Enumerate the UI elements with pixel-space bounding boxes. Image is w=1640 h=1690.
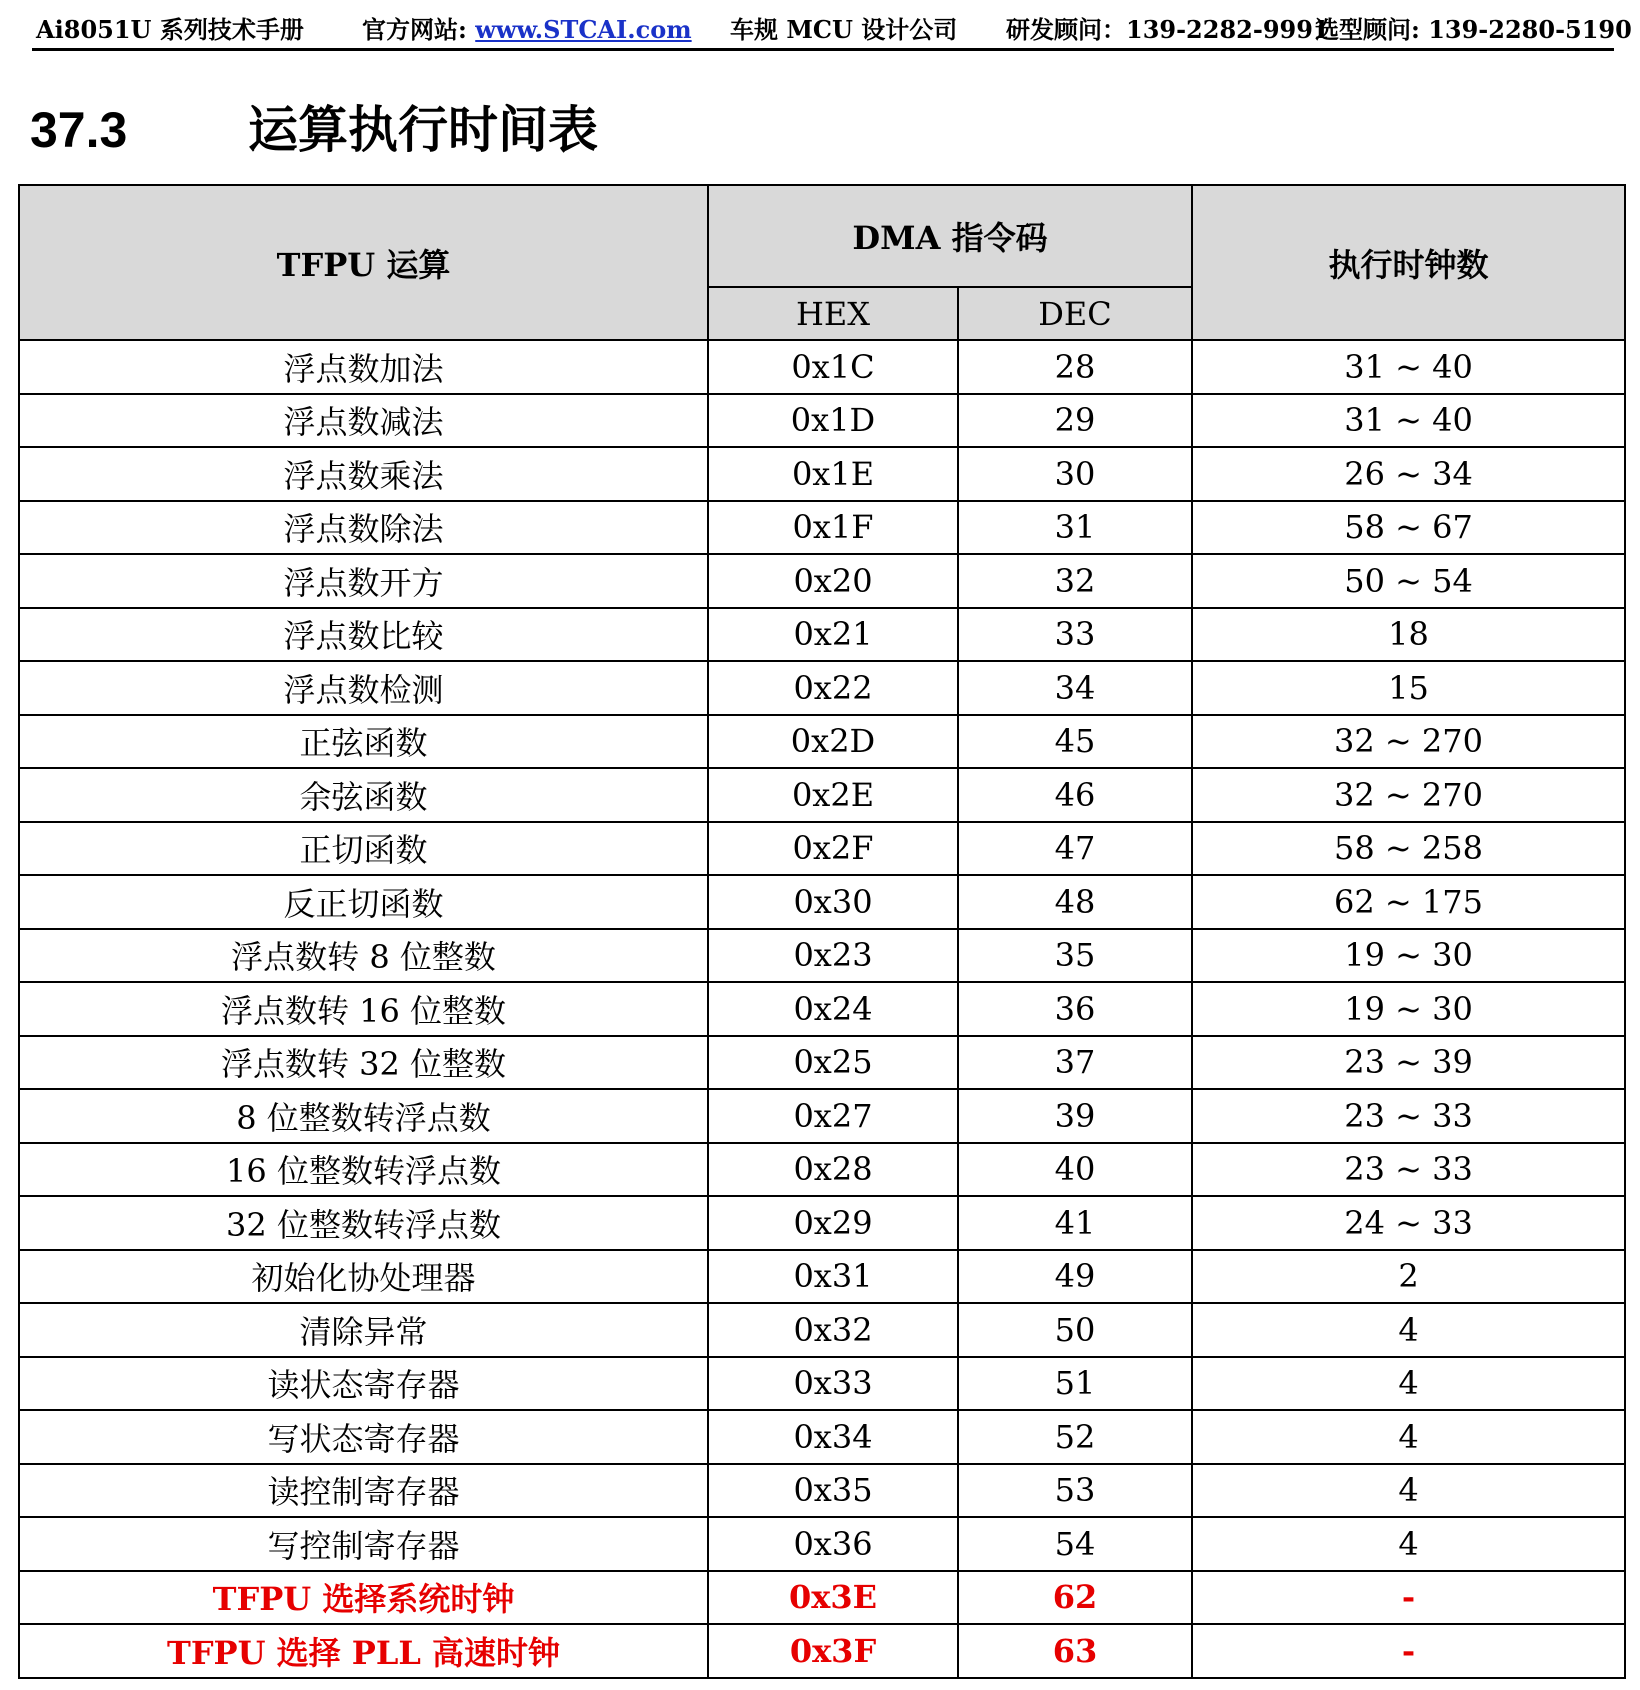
cell-hex: 0x27 xyxy=(708,1089,958,1143)
table-row xyxy=(19,1464,1625,1518)
cell-clock-count: 19 ~ 30 xyxy=(1192,929,1625,983)
cell-operation: 浮点数除法 xyxy=(19,501,708,555)
cell-hex: 0x2E xyxy=(708,768,958,822)
cell-dec: 52 xyxy=(958,1410,1192,1464)
cell-dec: 35 xyxy=(958,929,1192,983)
cell-operation: 浮点数开方 xyxy=(19,554,708,608)
rd-consultant-phone: 研发顾问：139-2282-9991 xyxy=(1006,15,1330,44)
col-header-hex: HEX xyxy=(708,287,958,340)
cell-operation: 浮点数加法 xyxy=(19,340,708,394)
cell-hex: 0x30 xyxy=(708,875,958,929)
table-header xyxy=(19,185,1625,340)
cell-dec: 31 xyxy=(958,501,1192,555)
cell-clock-count: - xyxy=(1192,1571,1625,1625)
table-row xyxy=(19,394,1625,448)
cell-hex: 0x31 xyxy=(708,1250,958,1304)
cell-dec: 54 xyxy=(958,1517,1192,1571)
table-row xyxy=(19,340,1625,394)
cell-hex: 0x3E xyxy=(708,1571,958,1625)
table-row xyxy=(19,715,1625,769)
cell-dec: 33 xyxy=(958,608,1192,662)
col-header-dec: DEC xyxy=(958,287,1192,340)
cell-clock-count: 4 xyxy=(1192,1464,1625,1518)
cell-hex: 0x35 xyxy=(708,1464,958,1518)
table-row xyxy=(19,1624,1625,1678)
col-header-dma-opcode: DMA 指令码 xyxy=(708,185,1192,287)
cell-operation: 浮点数转 8 位整数 xyxy=(19,929,708,983)
table-row xyxy=(19,501,1625,555)
cell-operation: 清除异常 xyxy=(19,1303,708,1357)
cell-hex: 0x1D xyxy=(708,394,958,448)
cell-dec: 34 xyxy=(958,661,1192,715)
cell-dec: 37 xyxy=(958,1036,1192,1090)
cell-hex: 0x28 xyxy=(708,1143,958,1197)
cell-clock-count: 31 ~ 40 xyxy=(1192,340,1625,394)
cell-hex: 0x22 xyxy=(708,661,958,715)
cell-operation: 反正切函数 xyxy=(19,875,708,929)
cell-operation: 浮点数检测 xyxy=(19,661,708,715)
cell-clock-count: 4 xyxy=(1192,1357,1625,1411)
cell-operation: 读控制寄存器 xyxy=(19,1464,708,1518)
cell-clock-count: 58 ~ 67 xyxy=(1192,501,1625,555)
table-row xyxy=(19,1036,1625,1090)
cell-dec: 40 xyxy=(958,1143,1192,1197)
cell-clock-count: 32 ~ 270 xyxy=(1192,715,1625,769)
company-tagline: 车规 MCU 设计公司 xyxy=(730,15,958,44)
cell-hex: 0x29 xyxy=(708,1196,958,1250)
table-row xyxy=(19,447,1625,501)
cell-operation: 32 位整数转浮点数 xyxy=(19,1196,708,1250)
cell-dec: 47 xyxy=(958,822,1192,876)
cell-hex: 0x1C xyxy=(708,340,958,394)
cell-hex: 0x23 xyxy=(708,929,958,983)
cell-clock-count: 23 ~ 33 xyxy=(1192,1143,1625,1197)
cell-clock-count: 4 xyxy=(1192,1410,1625,1464)
cell-dec: 41 xyxy=(958,1196,1192,1250)
cell-operation: TFPU 选择系统时钟 xyxy=(19,1571,708,1625)
cell-hex: 0x2F xyxy=(708,822,958,876)
cell-clock-count: 15 xyxy=(1192,661,1625,715)
cell-dec: 62 xyxy=(958,1571,1192,1625)
official-site-link[interactable]: www.STCAI.com xyxy=(475,15,692,44)
cell-dec: 45 xyxy=(958,715,1192,769)
cell-clock-count: - xyxy=(1192,1624,1625,1678)
col-header-clock-count: 执行时钟数 xyxy=(1192,185,1625,340)
cell-operation: 浮点数转 16 位整数 xyxy=(19,982,708,1036)
selection-consultant-phone: 选型顾问: 139-2280-5190 xyxy=(1315,15,1632,44)
cell-operation: 初始化协处理器 xyxy=(19,1250,708,1304)
table-row xyxy=(19,1410,1625,1464)
col-header-operation: TFPU 运算 xyxy=(19,185,708,340)
cell-hex: 0x32 xyxy=(708,1303,958,1357)
table-row xyxy=(19,1571,1625,1625)
table-row xyxy=(19,661,1625,715)
cell-operation: TFPU 选择 PLL 高速时钟 xyxy=(19,1624,708,1678)
cell-clock-count: 23 ~ 33 xyxy=(1192,1089,1625,1143)
table-row xyxy=(19,822,1625,876)
cell-dec: 30 xyxy=(958,447,1192,501)
table-row xyxy=(19,554,1625,608)
section-title: 运算执行时间表 xyxy=(248,101,598,159)
table-row xyxy=(19,1143,1625,1197)
cell-clock-count: 24 ~ 33 xyxy=(1192,1196,1625,1250)
cell-clock-count: 50 ~ 54 xyxy=(1192,554,1625,608)
cell-dec: 49 xyxy=(958,1250,1192,1304)
cell-operation: 浮点数转 32 位整数 xyxy=(19,1036,708,1090)
cell-hex: 0x33 xyxy=(708,1357,958,1411)
cell-operation: 余弦函数 xyxy=(19,768,708,822)
cell-clock-count: 23 ~ 39 xyxy=(1192,1036,1625,1090)
table-row xyxy=(19,1357,1625,1411)
cell-hex: 0x25 xyxy=(708,1036,958,1090)
cell-hex: 0x36 xyxy=(708,1517,958,1571)
cell-operation: 写状态寄存器 xyxy=(19,1410,708,1464)
cell-operation: 8 位整数转浮点数 xyxy=(19,1089,708,1143)
cell-dec: 63 xyxy=(958,1624,1192,1678)
cell-clock-count: 32 ~ 270 xyxy=(1192,768,1625,822)
table-row xyxy=(19,982,1625,1036)
cell-dec: 50 xyxy=(958,1303,1192,1357)
table-row xyxy=(19,1250,1625,1304)
cell-dec: 48 xyxy=(958,875,1192,929)
cell-clock-count: 19 ~ 30 xyxy=(1192,982,1625,1036)
cell-dec: 39 xyxy=(958,1089,1192,1143)
table-row xyxy=(19,929,1625,983)
table-body xyxy=(19,340,1625,1678)
cell-hex: 0x21 xyxy=(708,608,958,662)
cell-operation: 读状态寄存器 xyxy=(19,1357,708,1411)
table-row xyxy=(19,1303,1625,1357)
header-divider xyxy=(32,48,1614,51)
table-row xyxy=(19,608,1625,662)
cell-clock-count: 31 ~ 40 xyxy=(1192,394,1625,448)
cell-hex: 0x20 xyxy=(708,554,958,608)
cell-operation: 浮点数比较 xyxy=(19,608,708,662)
table-row xyxy=(19,768,1625,822)
cell-hex: 0x2D xyxy=(708,715,958,769)
cell-clock-count: 62 ~ 175 xyxy=(1192,875,1625,929)
cell-dec: 28 xyxy=(958,340,1192,394)
cell-clock-count: 4 xyxy=(1192,1303,1625,1357)
official-site xyxy=(362,12,692,48)
cell-dec: 46 xyxy=(958,768,1192,822)
table-row xyxy=(19,1089,1625,1143)
cell-hex: 0x34 xyxy=(708,1410,958,1464)
cell-dec: 36 xyxy=(958,982,1192,1036)
cell-clock-count: 4 xyxy=(1192,1517,1625,1571)
cell-operation: 浮点数减法 xyxy=(19,394,708,448)
cell-hex: 0x3F xyxy=(708,1624,958,1678)
cell-dec: 51 xyxy=(958,1357,1192,1411)
cell-hex: 0x24 xyxy=(708,982,958,1036)
cell-clock-count: 58 ~ 258 xyxy=(1192,822,1625,876)
cell-hex: 0x1E xyxy=(708,447,958,501)
cell-dec: 29 xyxy=(958,394,1192,448)
cell-clock-count: 18 xyxy=(1192,608,1625,662)
cell-operation: 正切函数 xyxy=(19,822,708,876)
table-row xyxy=(19,875,1625,929)
cell-clock-count: 26 ~ 34 xyxy=(1192,447,1625,501)
cell-operation: 正弦函数 xyxy=(19,715,708,769)
section-number: 37.3 xyxy=(30,102,128,158)
official-site-label: 官方网站: xyxy=(362,15,476,44)
table-row xyxy=(19,1517,1625,1571)
table-row xyxy=(19,1196,1625,1250)
page-header xyxy=(34,12,1632,52)
cell-operation: 16 位整数转浮点数 xyxy=(19,1143,708,1197)
cell-operation: 浮点数乘法 xyxy=(19,447,708,501)
cell-clock-count: 2 xyxy=(1192,1250,1625,1304)
cell-dec: 32 xyxy=(958,554,1192,608)
cell-dec: 53 xyxy=(958,1464,1192,1518)
manual-name: Ai8051U 系列技术手册 xyxy=(36,15,304,44)
execution-time-table xyxy=(18,184,1626,1679)
cell-operation: 写控制寄存器 xyxy=(19,1517,708,1571)
cell-hex: 0x1F xyxy=(708,501,958,555)
